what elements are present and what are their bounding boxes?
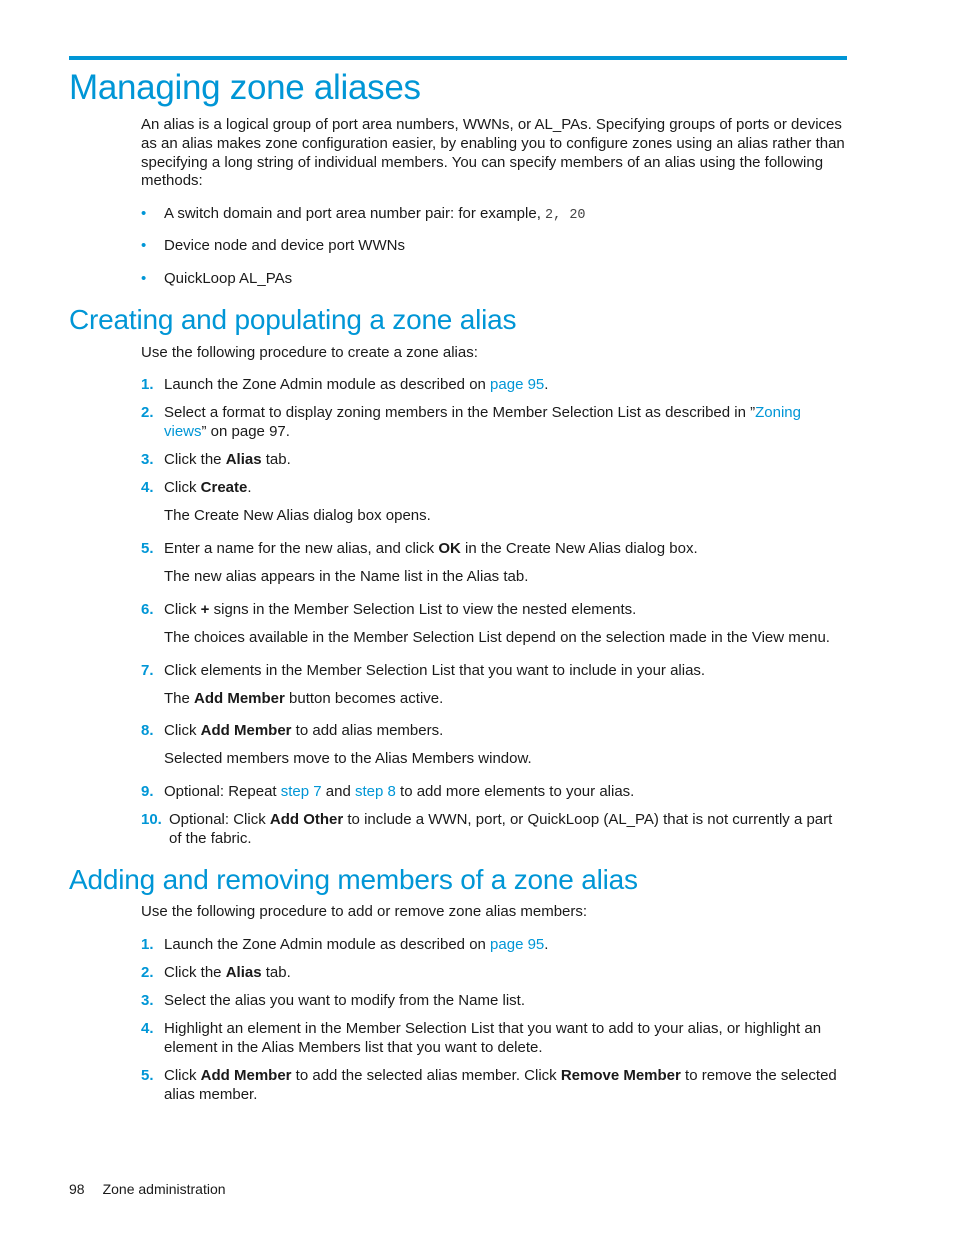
ui-term: + (200, 601, 210, 618)
step-number: 9. (141, 783, 154, 800)
page-title: Managing zone aliases (69, 68, 421, 107)
step-item (141, 935, 851, 954)
section-heading-create: Creating and populating a zone alias (69, 304, 517, 335)
step-text: to remove the selected alias member. (164, 1067, 837, 1103)
code-sample: 2, 20 (545, 208, 586, 223)
step-text: Click the (164, 451, 226, 468)
intro-paragraph: An alias is a logical group of port area numbers, WWNs, or AL_PAs. Specifying groups of ports or devices as an alias makes zone configuration easier, by enabling you to configure zones using an alias rather than specifying a long string of individual members. You can specify members of an alias using the following methods: (141, 116, 845, 190)
page-number: 98 (69, 1181, 85, 1197)
step-text: Highlight an element in the Member Selection List that you want to add to your alias, or highlight an element in the Alias Members list that you want to delete. (164, 1020, 822, 1056)
step-item (141, 721, 851, 740)
step-text: . (247, 479, 252, 496)
step-number: 2. (141, 964, 154, 981)
bullet-text: QuickLoop AL_PAs (164, 270, 293, 287)
page-link[interactable]: page 95 (490, 376, 545, 393)
step-number: 5. (141, 540, 154, 557)
page-footer (69, 1180, 226, 1198)
step-item (141, 782, 851, 801)
step-text: Click elements in the Member Selection List that you want to include in your alias. (164, 662, 706, 679)
step-item (141, 810, 851, 848)
zoning-views-link[interactable]: Zoning (755, 404, 801, 421)
step-number: 2. (141, 404, 154, 421)
ui-term: OK (438, 540, 461, 557)
step-text: Launch the Zone Admin module as described on (164, 936, 491, 953)
section-intro: Use the following procedure to add or remove zone alias members: (141, 903, 588, 920)
ui-term: Alias (225, 451, 262, 468)
step-result: The new alias appears in the Name list in the Alias tab. (164, 568, 529, 585)
bullet-marker: • (141, 270, 147, 287)
step-number: 3. (141, 451, 154, 468)
section-heading-modify: Adding and removing members of a zone alias (69, 864, 638, 895)
step-text: . (544, 376, 549, 393)
step-item (141, 1019, 851, 1057)
bullet-text: A switch domain and port area number pair: for example, (164, 205, 546, 222)
bullet-text: Device node and device port WWNs (164, 237, 405, 254)
step-text: to add alias members. (291, 722, 444, 739)
chapter-title: Zone administration (102, 1181, 226, 1197)
step-number: 4. (141, 1020, 154, 1037)
step-number: 5. (141, 1067, 154, 1084)
step-text: . (544, 936, 549, 953)
step-text: to add more elements to your alias. (395, 783, 635, 800)
ui-term: Alias (225, 964, 262, 981)
step-number: 10. (141, 811, 162, 828)
step-result: Selected members move to the Alias Members window. (164, 750, 532, 767)
bullet-marker: • (141, 205, 147, 222)
step-number: 4. (141, 479, 154, 496)
step-7-link[interactable]: step 7 (280, 783, 322, 800)
step-item (141, 600, 851, 619)
step-item (141, 403, 851, 441)
step-text: Click (164, 1067, 201, 1084)
step-number: 1. (141, 936, 154, 953)
step-item (141, 991, 851, 1010)
step-text: Click (164, 479, 201, 496)
step-item (141, 1066, 851, 1104)
step-item (141, 450, 851, 469)
step-text: signs in the Member Selection List to view the nested elements. (209, 601, 637, 618)
step-text: in the Create New Alias dialog box. (460, 540, 698, 557)
step-text: Enter a name for the new alias, and click (164, 540, 439, 557)
step-number: 8. (141, 722, 154, 739)
step-result: The Add Member button becomes active. (164, 690, 444, 707)
step-item (141, 539, 851, 558)
bullet-item (141, 236, 851, 255)
step-text: ” on page 97. (201, 423, 290, 440)
step-number: 1. (141, 376, 154, 393)
step-text: to include a WWN, port, or QuickLoop (AL_PA) that is not currently a part of the fabric. (169, 811, 833, 847)
step-result: The Create New Alias dialog box opens. (164, 507, 431, 524)
header-rule (69, 56, 847, 60)
step-item (141, 661, 851, 680)
step-text: to add the selected alias member. Click (291, 1067, 561, 1084)
step-text: Launch the Zone Admin module as described on (164, 376, 491, 393)
step-text: Select the alias you want to modify from the Name list. (164, 992, 525, 1009)
step-text: tab. (261, 451, 291, 468)
bullet-item (141, 269, 851, 288)
step-item (141, 478, 851, 497)
step-result: The choices available in the Member Selection List depend on the selection made in the View menu. (164, 629, 830, 646)
page-link[interactable]: page 95 (490, 936, 545, 953)
step-text: Click the (164, 964, 226, 981)
ui-term: Create (200, 479, 248, 496)
bullet-item (141, 204, 851, 225)
step-number: 7. (141, 662, 154, 679)
step-item (141, 375, 851, 394)
step-8-link[interactable]: step 8 (355, 783, 396, 800)
step-number: 6. (141, 601, 154, 618)
step-number: 3. (141, 992, 154, 1009)
step-item (141, 963, 851, 982)
ui-term: Add Member (200, 1067, 292, 1084)
step-text: tab. (261, 964, 291, 981)
step-text: Select a format to display zoning members in the Member Selection List as described in ” (164, 404, 756, 421)
step-text: Click (164, 601, 201, 618)
ui-term: Add Other (269, 811, 344, 828)
ui-term: Add Member (200, 722, 292, 739)
step-text: Optional: Click (169, 811, 270, 828)
step-text: Optional: Repeat (164, 783, 281, 800)
ui-term: Remove Member (560, 1067, 681, 1084)
step-text: Click (164, 722, 201, 739)
ui-term: Add Member (194, 690, 285, 707)
step-text: and (321, 783, 355, 800)
zoning-views-link[interactable]: views (164, 423, 202, 440)
bullet-marker: • (141, 237, 147, 254)
section-intro: Use the following procedure to create a zone alias: (141, 344, 478, 361)
